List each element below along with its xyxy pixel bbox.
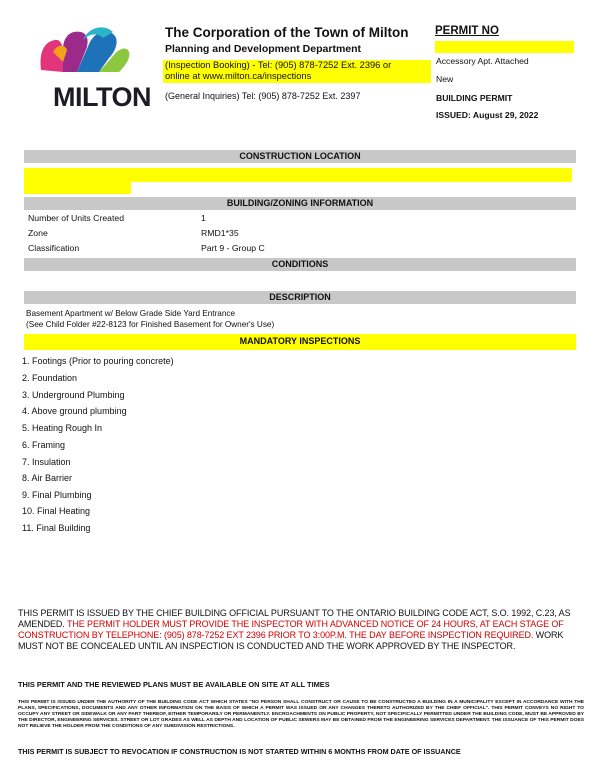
units-created-value: 1 [201,213,206,223]
section-construction-location: CONSTRUCTION LOCATION [24,150,576,163]
revocation-notice: THIS PERMIT IS SUBJECT TO REVOCATION IF CONSTRUCTION IS NOT STARTED WITHIN 6 MONTHS FROM DATE OF ISSUANCE [18,747,461,756]
milton-logo [33,22,153,114]
municipality-title: The Corporation of the Town of Milton [165,25,409,40]
description-line-1: Basement Apartment w/ Below Grade Side Yard Entrance [26,309,236,318]
permit-issuance-notice [18,608,584,652]
department-name: Planning and Development Department [165,43,362,55]
permit-kind: BUILDING PERMIT [436,93,513,103]
milton-logo-mark [33,22,153,84]
booking-line-1: (Inspection Booking) - Tel: (905) 878-7252 Ext. 2396 or [165,60,392,70]
booking-line-2: online at www.milton.ca/inspections [165,71,312,81]
plans-on-site-notice: THIS PERMIT AND THE REVIEWED PLANS MUST BE AVAILABLE ON SITE AT ALL TIMES [18,680,330,689]
notice-part-2: WORK MUST NOT BE CONCEALED UNTIL AN INSPECTION IS CONDUCTED AND THE WORK APPROVED BY THE INSPECTOR. [18,630,564,651]
authority-fine-print: THIS PERMIT IS ISSUED UNDER THE AUTHORITY OF THE BUILDING CODE ACT WHICH STATES "NO PERSON SHALL CONSTRUCT OR CAUSE TO BE CONSTRUCTED A BUILDING IN A MUNICIPALITY EXCEPT IN ACCORDANCE WITH THE PLANS, SPECIFICATIONS, DOCUMENTS AND ANY OTHER INFORMATION ON THE BASIS OF WHICH A PERMIT WAS ISSUED OR ANY CHANGES THERETO AUTHORIZED BY THE CHIEF OFFICIAL". THIS PERMIT CONVEYS NO RIGHT TO OCCUPY ANY STREET OR SIDEWALK OR ANY PART THEREOF, EITHER TEMPORARILY OR PERMANENTLY. ENCROACHMENTS ON PUBLIC PROPERTY, NOT SPECIFICALLY PERMITTED UNDER THE BUILDING CODE, MUST BE APPROVED BY THE DIRECTOR, ENGINEERING SERVICES. STREET OR LOT GRADES AS WELL AS DEPTH AND LOCATION OF PUBLIC SEWERS MAY BE OBTAINED FROM THE ENGINEERING SERVICES DEPARTMENT. THE ISSUANCE OF THIS PERMIT DOES NOT RELIEVE THE HOLDER FROM THE CONDITIONS OF ANY SUBDIVISION RESTRICTIONS. [18,700,584,729]
inspection-item: 7. Insulation [22,457,71,467]
section-conditions: CONDITIONS [24,258,576,271]
inspection-item: 9. Final Plumbing [22,490,92,500]
permit-status: New [436,74,454,84]
description-line-2: (See Child Folder #22-8123 for Finished Basement for Owner's Use) [26,320,275,329]
general-inquiries: (General Inquiries) Tel: (905) 878-7252 Ext. 2397 [165,91,361,101]
permit-number-redacted [435,41,574,53]
logo-wordmark: MILTON [53,82,151,112]
inspection-item: 3. Underground Plumbing [22,390,125,400]
classification-value: Part 9 - Group C [201,243,265,253]
permit-type: Accessory Apt. Attached [436,56,529,66]
zone-label: Zone [28,228,48,238]
inspection-item: 4. Above ground plumbing [22,406,127,416]
inspection-item: 1. Footings (Prior to pouring concrete) [22,356,174,366]
inspection-item: 10. Final Heating [22,506,91,516]
inspection-booking-info [163,60,431,83]
location-redacted-2 [24,182,131,194]
section-building-zoning: BUILDING/ZONING INFORMATION [24,197,576,210]
permit-no-label: PERMIT NO [435,25,499,37]
notice-part-1: THIS PERMIT IS ISSUED BY THE CHIEF BUILDING OFFICIAL PURSUANT TO THE ONTARIO BUILDING CODE ACT, S.O. 1992, C.23, AS AMENDED. [18,608,571,629]
issued-date: ISSUED: August 29, 2022 [436,110,539,120]
section-mandatory-inspections: MANDATORY INSPECTIONS [24,334,576,350]
units-created-label: Number of Units Created [28,213,125,223]
section-description: DESCRIPTION [24,291,576,304]
inspection-item: 5. Heating Rough In [22,423,103,433]
classification-label: Classification [28,243,80,253]
location-redacted-1 [24,168,572,182]
zone-value: RMD1*35 [201,228,239,238]
inspection-item: 8. Air Barrier [22,473,73,483]
notice-warning: THE PERMIT HOLDER MUST PROVIDE THE INSPECTOR WITH ADVANCED NOTICE OF 24 HOURS, AT EACH STAGE OF CONSTRUCTION BY TELEPHONE: (905) 878-7252 EXT 2396 PRIOR TO 3:00P.M. THE DAY BEFORE INSPECTION REQUIRED. [18,619,564,640]
inspection-item: 6. Framing [22,440,66,450]
inspection-item: 11. Final Building [22,523,91,533]
inspection-item: 2. Foundation [22,373,78,383]
